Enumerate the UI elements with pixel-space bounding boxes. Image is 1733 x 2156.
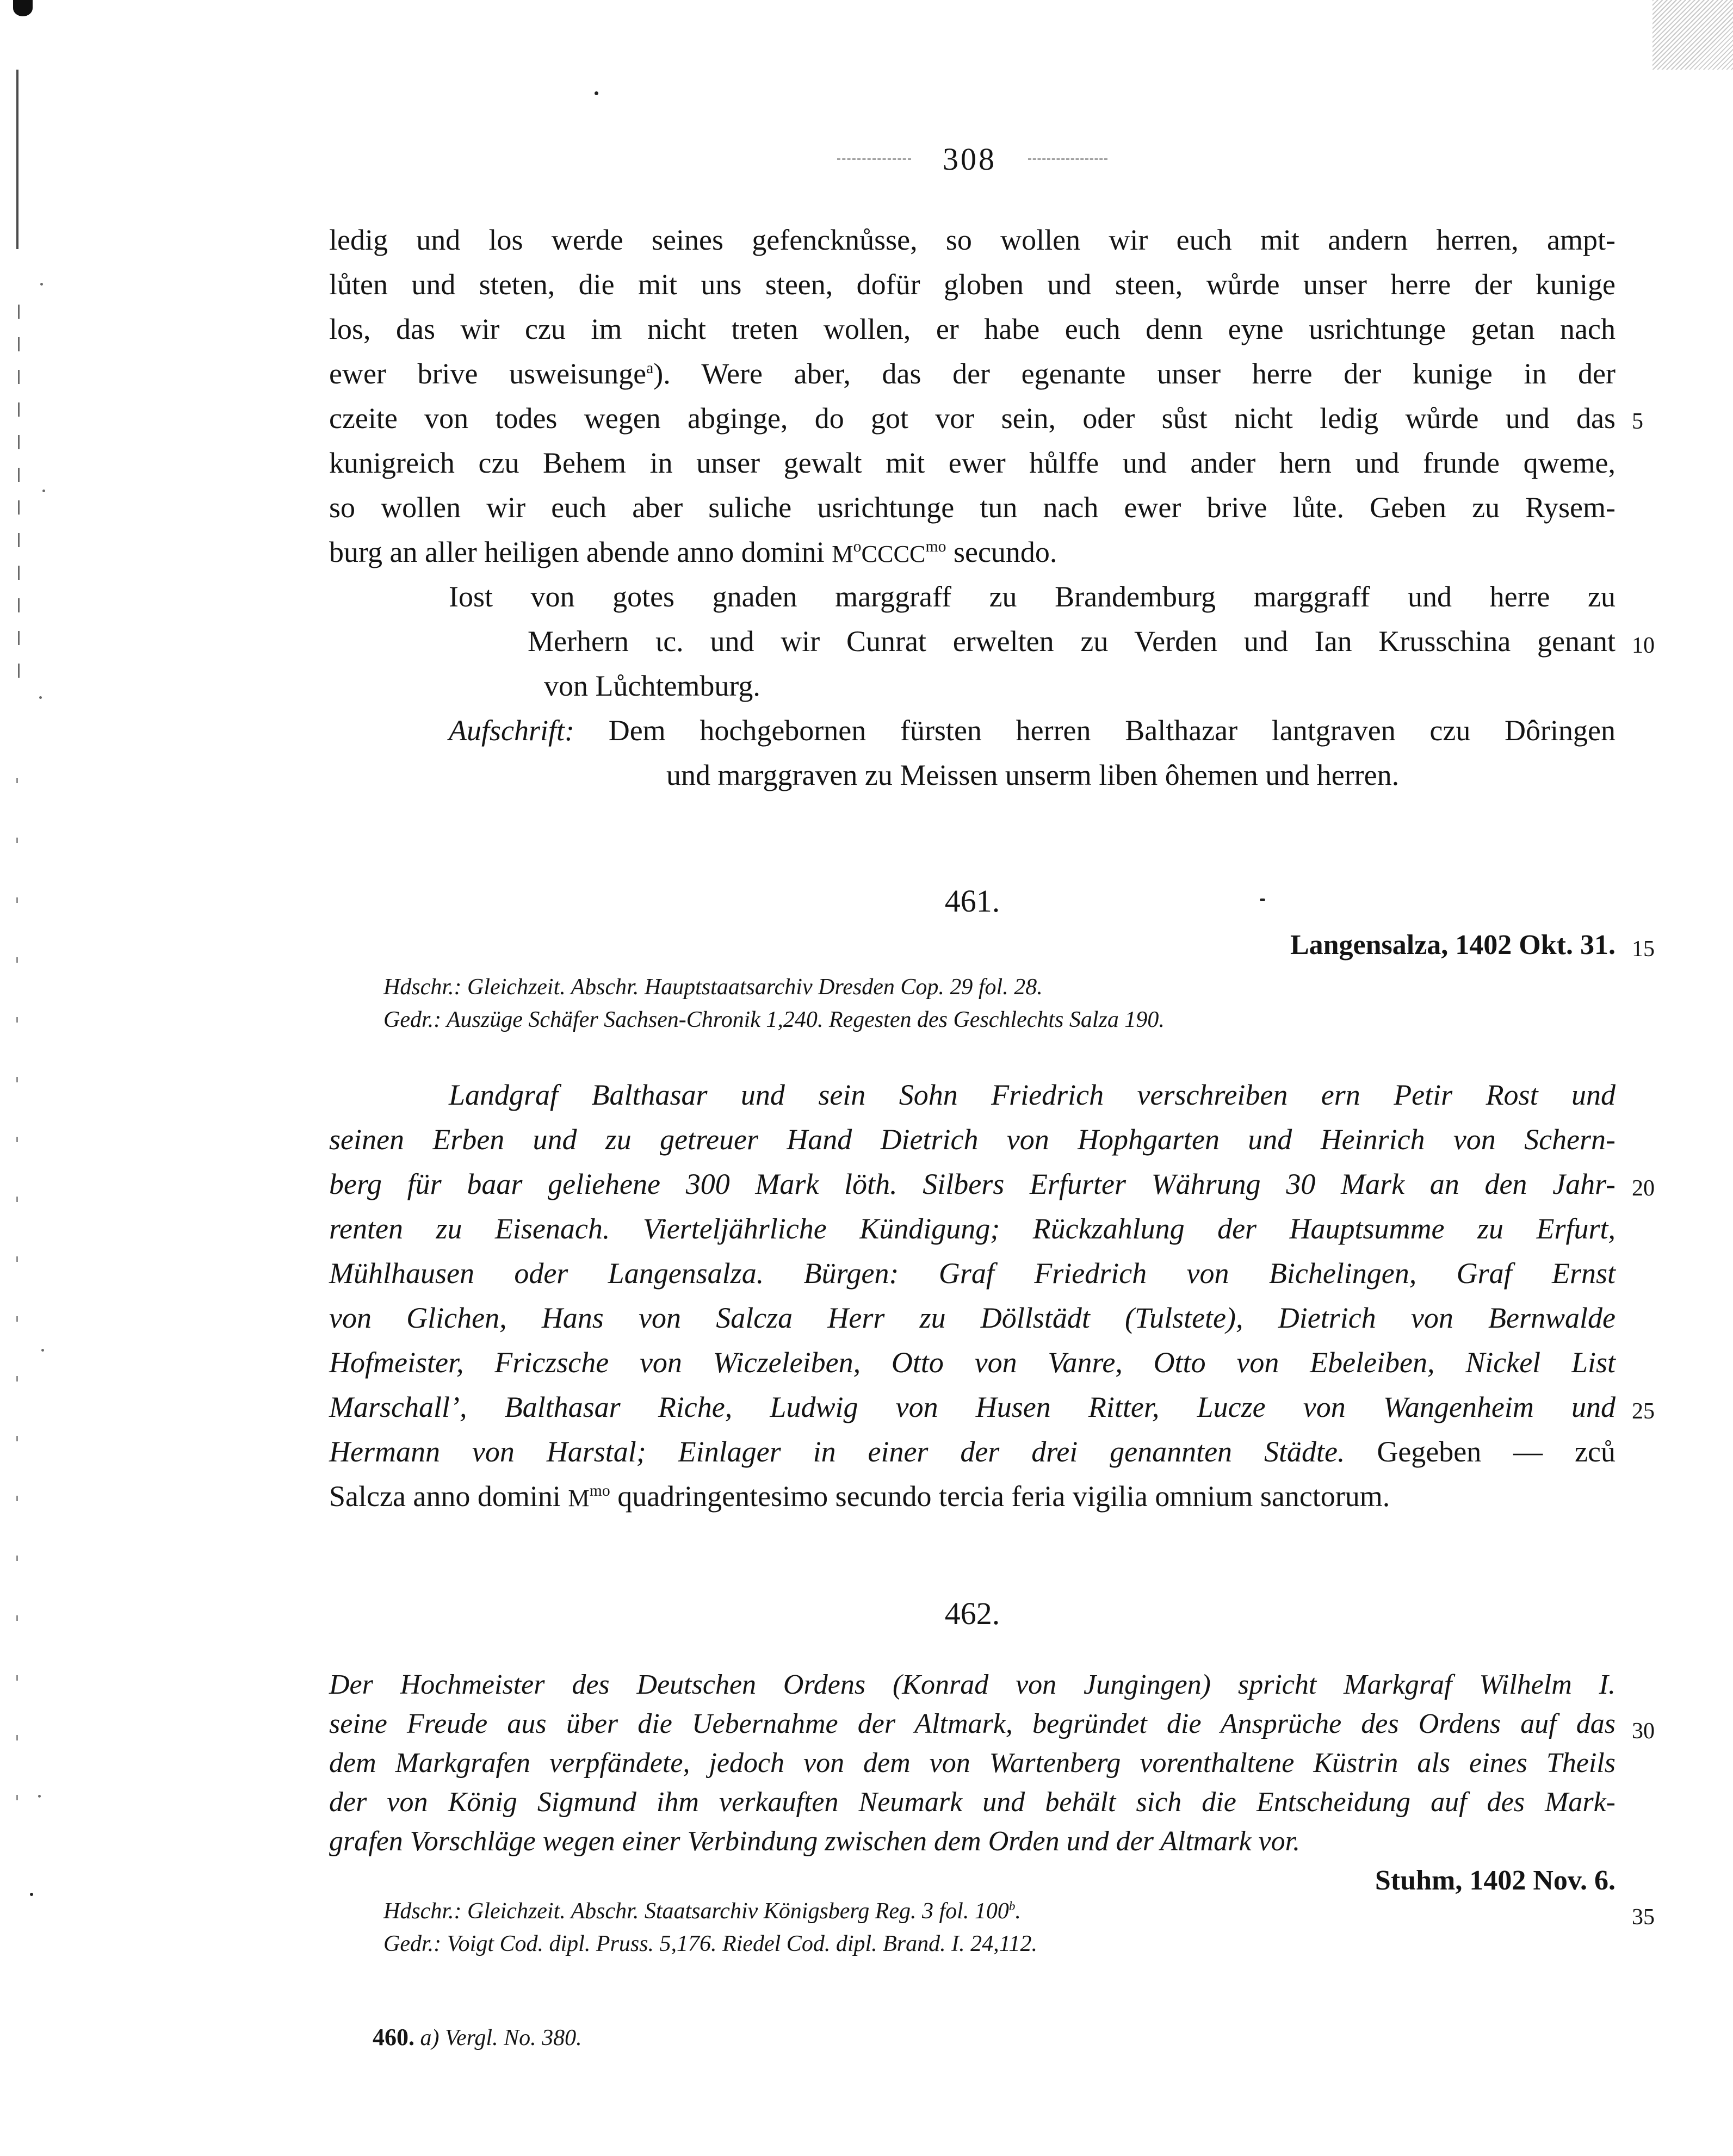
charter-line: ledig und los werde seines gefencknůsse, so wollen wir euch mit andern herren, ampt-: [329, 224, 1616, 256]
superscript-mo: mo: [589, 1482, 610, 1500]
charter-line-text: secundo.: [946, 536, 1057, 568]
page-number: 308: [943, 141, 997, 177]
doc-461-hdschr: Hdschr.: Gleichzeit. Abschr. Hauptstaatsarchiv Dresden Cop. 29 fol. 28.: [383, 975, 1043, 1000]
charter-line-dating: [329, 530, 1616, 574]
dating-text: Salcza anno domini: [329, 1480, 568, 1513]
roman-numeral-M: M: [832, 541, 853, 567]
address-line: [449, 708, 1616, 753]
roman-numeral-M: M: [568, 1485, 590, 1511]
doc-462-summary: [329, 1665, 1616, 1861]
summary-line: Marschall’, Balthasar Riche, Ludwig von Husen Ritter, Lucze von Wangenheim und: [329, 1391, 1616, 1423]
doc-461-dateline: Langensalza, 1402 Okt. 31.: [1290, 930, 1616, 961]
binding-edge-mark: [16, 778, 18, 1811]
dating-clause: Gegeben — zců: [1345, 1435, 1616, 1468]
footnote: [373, 2022, 582, 2053]
margin-line-number-10: 10: [1632, 633, 1655, 658]
superscript-mo: mo: [925, 538, 946, 555]
binding-edge-mark: [18, 305, 20, 685]
header-dash-right: [1028, 158, 1107, 160]
issuer-line: Iost von gotes gnaden marggraff zu Brandemburg marggraff und herre zu: [449, 580, 1616, 613]
scan-speck: [38, 1795, 41, 1798]
summary-line: Landgraf Balthasar und sein Sohn Friedrich verschreiben ern Petir Rost und: [449, 1079, 1616, 1111]
charter-460-text: [329, 218, 1616, 797]
charter-line: kunigreich czu Behem in unser gewalt mit ewer hůlffe und ander hern und frunde qweme,: [329, 447, 1616, 479]
doc-461-summary: [329, 1073, 1616, 1519]
footnote-ref: 460.: [373, 2024, 414, 2050]
scan-speck: [595, 91, 598, 95]
margin-line-number-25: 25: [1632, 1399, 1655, 1424]
source-text: Hdschr.: Gleichzeit. Abschr. Staatsarchiv Königsberg Reg. 3 fol. 100: [383, 1899, 1009, 1924]
doc-461-number: 461.: [944, 883, 1000, 919]
charter-line: so wollen wir euch aber suliche usrichtunge tun nach ewer brive lůte. Geben zu Rysem-: [329, 491, 1616, 524]
charter-line: [329, 351, 1616, 396]
header-dash-left: [837, 158, 911, 160]
page-header: [329, 137, 1616, 181]
issuer-line: von Lůchtemburg.: [544, 670, 760, 702]
summary-line: Der Hochmeister des Deutschen Ordens (Konrad von Jungingen) spricht Markgraf Wilhelm I.: [329, 1669, 1616, 1700]
summary-line: Hofmeister, Friczsche von Wiczeleiben, Otto von Vanre, Otto von Ebeleiben, Nickel List: [329, 1346, 1616, 1379]
scan-speck: [42, 490, 45, 492]
summary-line: Mühlhausen oder Langensalza. Bürgen: Graf Friedrich von Bichelingen, Graf Ernst: [329, 1257, 1616, 1290]
charter-line: los, das wir czu im nicht treten wollen, er habe euch denn eyne usrichtunge getan nach: [329, 313, 1616, 345]
binding-edge-mark: [16, 70, 18, 249]
margin-line-number-35: 35: [1632, 1905, 1655, 1930]
address-text: Dem hochgebornen fürsten herren Balthazar lantgraven czu Dôringen: [574, 714, 1616, 747]
scan-speck: [39, 696, 42, 699]
charter-line: lůten und steten, die mit uns steen, dofür globen und steen, wůrde unser herre der kunige: [329, 268, 1616, 301]
scan-speck: [1260, 899, 1265, 901]
issuer-line: Merhern ɩc. und wir Cunrat erwelten zu Verden und Ian Krusschina genant: [528, 625, 1616, 658]
scan-noise-patch: [1652, 0, 1733, 70]
scan-speck: [41, 1349, 44, 1352]
summary-line: von Glichen, Hans von Salcza Herr zu Döllstädt (Tulstete), Dietrich von Bernwalde: [329, 1302, 1616, 1334]
summary-line: dem Markgrafen verpfändete, jedoch von dem von Wartenberg vorenthaltene Küstrin als eines Theils: [329, 1748, 1616, 1779]
address-line: und marggraven zu Meissen unserm liben ôhemen und herren.: [666, 759, 1400, 791]
summary-line: renten zu Eisenach. Vierteljährliche Kündigung; Rückzahlung der Hauptsumme zu Erfurt,: [329, 1212, 1616, 1245]
superscript-b: b: [1008, 1899, 1016, 1913]
summary-line: seinen Erben und zu getreuer Hand Dietrich von Hophgarten und Heinrich von Schern-: [329, 1123, 1616, 1156]
footnote-marker-a: a: [646, 360, 654, 377]
doc-462-dateline: Stuhm, 1402 Nov. 6.: [1375, 1865, 1616, 1896]
summary-line: berg für baar geliehene 300 Mark löth. Silbers Erfurter Währung 30 Mark an den Jahr-: [329, 1168, 1616, 1200]
charter-line-text: ). Were aber, das der egenante unser herre der kunige in der: [653, 357, 1616, 390]
charter-line-text: burg an aller heiligen abende anno domini: [329, 536, 832, 568]
summary-line: seine Freude aus über die Uebernahme der Altmark, begründet die Ansprüche des Ordens auf das: [329, 1708, 1616, 1739]
dating-text: quadringentesimo secundo tercia feria vigilia omnium sanctorum.: [610, 1480, 1390, 1513]
dating-clause-line: [329, 1474, 1616, 1519]
source-text: .: [1015, 1899, 1021, 1924]
scan-speck: [30, 1893, 33, 1896]
charter-line-text: ewer brive usweisunge: [329, 357, 647, 390]
superscript-o: o: [853, 538, 862, 555]
binding-ink-blob: [13, 0, 33, 16]
charter-line: czeite von todes wegen abginge, do got vor sein, oder sůst nicht ledig wůrde und das: [329, 402, 1616, 435]
footnote-text: a) Vergl. No. 380.: [414, 2025, 582, 2050]
margin-line-number-15: 15: [1632, 937, 1655, 962]
summary-line: der von König Sigmund ihm verkauften Neumark und behält sich die Entscheidung auf des Mark-: [329, 1787, 1616, 1818]
doc-461-gedr: Gedr.: Auszüge Schäfer Sachsen-Chronik 1,240. Regesten des Geschlechts Salza 190.: [383, 1007, 1165, 1032]
roman-numeral-CCCC: CCCC: [861, 541, 926, 567]
summary-line: grafen Vorschläge wegen einer Verbindung zwischen dem Orden und der Altmark vor.: [329, 1826, 1301, 1857]
summary-line: [329, 1429, 1616, 1474]
margin-line-number-30: 30: [1632, 1719, 1655, 1744]
scan-speck: [40, 283, 43, 286]
summary-text: Hermann von Harstal; Einlager in einer der drei genannten Städte.: [329, 1435, 1345, 1468]
doc-462-gedr: Gedr.: Voigt Cod. dipl. Pruss. 5,176. Riedel Cod. dipl. Brand. I. 24,112.: [383, 1931, 1038, 1956]
margin-line-number-20: 20: [1632, 1176, 1655, 1201]
margin-line-number-5: 5: [1632, 409, 1643, 434]
doc-462-number: 462.: [944, 1596, 1000, 1631]
doc-462-hdschr: [383, 1895, 1635, 1927]
aufschrift-label: Aufschrift:: [449, 714, 574, 747]
